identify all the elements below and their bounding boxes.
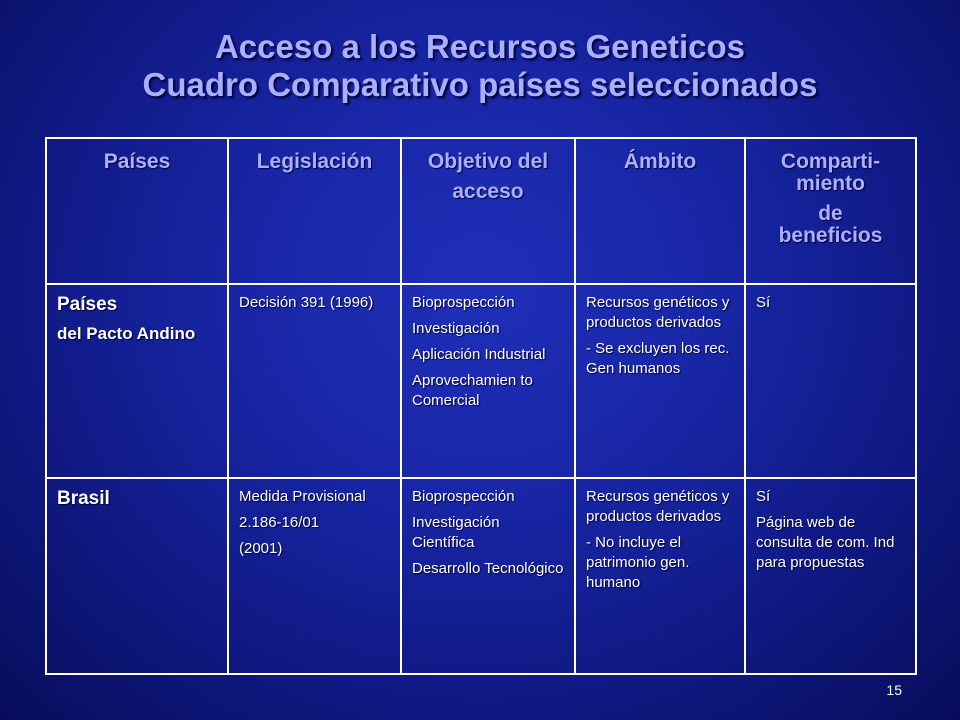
header-comp-line-3: de — [818, 202, 843, 225]
header-comp-line-2: miento — [796, 172, 865, 195]
cell-text: Desarrollo Tecnológico — [412, 560, 564, 577]
cell-text: Brasil — [57, 488, 110, 509]
cell-text: - No incluye el patrimonio gen. humano — [586, 534, 690, 591]
title-line-2: Cuadro Comparativo países seleccionados — [142, 66, 818, 103]
table-row — [46, 478, 916, 674]
cell-text: Bioprospección — [412, 294, 515, 311]
cell-text: Página web de consulta de com. Ind para propuestas — [756, 514, 895, 571]
cell-text: Recursos genéticos y productos derivados — [586, 488, 730, 525]
cell-text: Aprovechamien to Comercial — [412, 372, 533, 409]
cell-text: Medida Provisional — [239, 488, 366, 505]
cell-pais — [46, 284, 228, 478]
header-compartimiento — [745, 138, 916, 284]
cell-text: del Pacto Andino — [57, 324, 196, 343]
header-row — [46, 138, 916, 284]
cell-pais — [46, 478, 228, 674]
cell-legislacion — [228, 284, 401, 478]
header-objetivo-line-2: acceso — [452, 180, 524, 203]
cell-text: (2001) — [239, 540, 283, 557]
cell-compartimiento — [745, 284, 916, 478]
slide-title — [0, 28, 960, 104]
cell-objetivo — [401, 478, 575, 674]
comparison-table — [45, 137, 917, 675]
cell-objetivo — [401, 284, 575, 478]
table-row — [46, 284, 916, 478]
cell-legislacion — [228, 478, 401, 674]
cell-text: Decisión 391 (1996) — [239, 294, 374, 311]
cell-text: - Se excluyen los rec. Gen humanos — [586, 340, 730, 377]
header-comp-line-1: Comparti- — [780, 150, 881, 173]
cell-ambito — [575, 478, 745, 674]
cell-text: Sí — [756, 488, 771, 505]
header-paises: Países — [46, 138, 228, 284]
cell-compartimiento — [745, 478, 916, 674]
header-objetivo-line-1: Objetivo del — [427, 150, 549, 173]
header-objetivo — [401, 138, 575, 284]
cell-text: Bioprospección — [412, 488, 515, 505]
cell-text: Aplicación Industrial — [412, 346, 546, 363]
cell-text: Recursos genéticos y productos derivados — [586, 294, 730, 331]
cell-text: Países — [57, 294, 118, 315]
cell-text: Investigación Científica — [412, 514, 500, 551]
header-comp-line-4: beneficios — [778, 224, 883, 247]
header-ambito: Ámbito — [575, 138, 745, 284]
title-line-1: Acceso a los Recursos Geneticos — [214, 28, 746, 65]
cell-text: Investigación — [412, 320, 500, 337]
cell-text: 2.186-16/01 — [239, 514, 320, 531]
cell-ambito — [575, 284, 745, 478]
cell-text: Sí — [756, 294, 771, 311]
header-legislacion: Legislación — [228, 138, 401, 284]
page-number: 15 — [886, 682, 902, 698]
